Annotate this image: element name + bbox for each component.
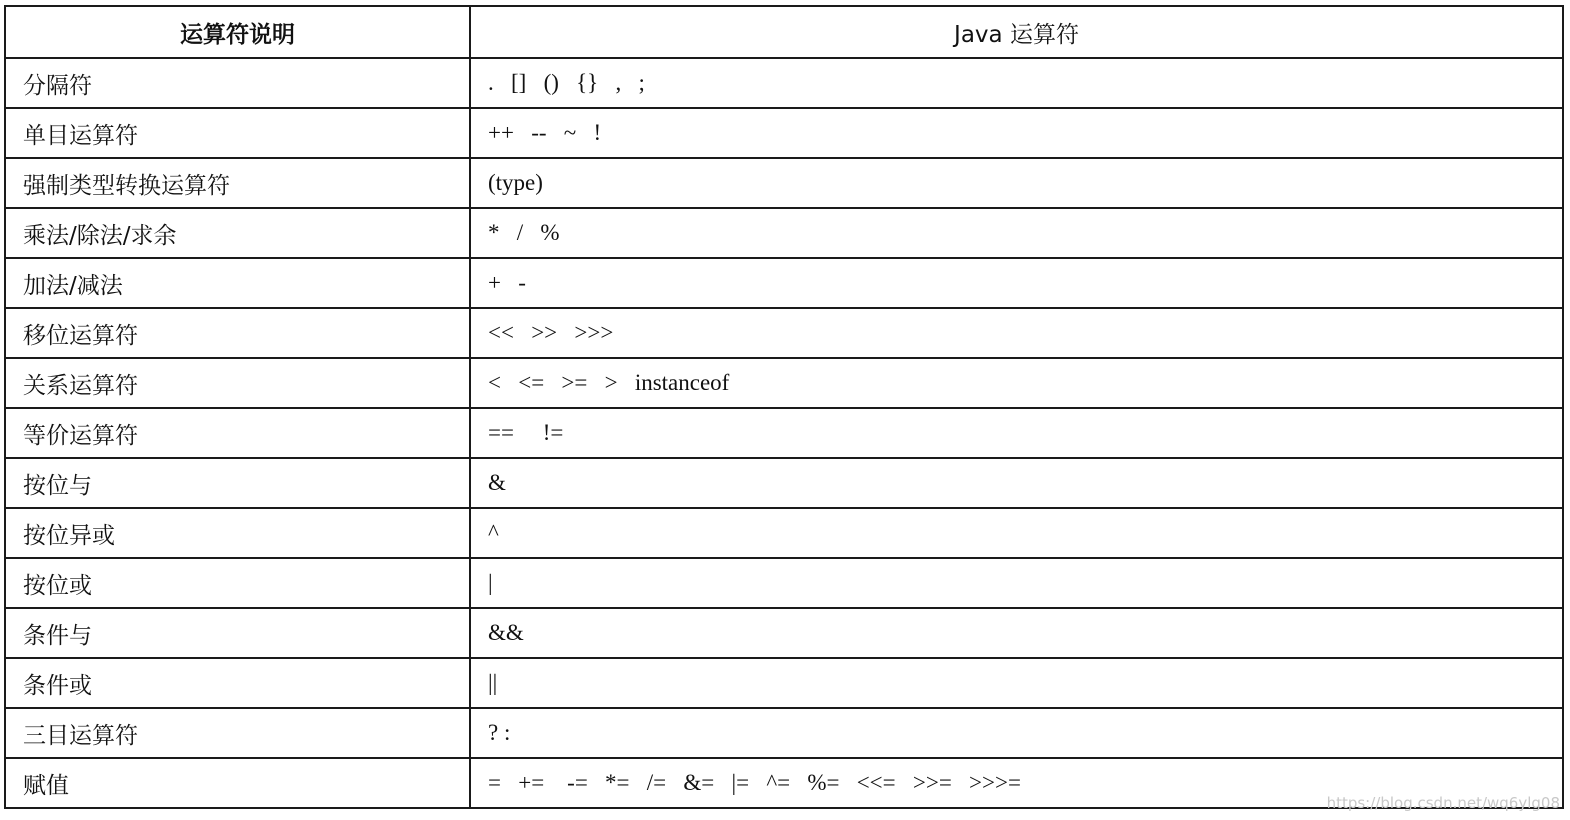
row-description: 加法/减法 <box>5 258 470 308</box>
row-operators: = += -= *= /= &= |= ^= %= <<= >>= >>>= <box>470 758 1563 808</box>
row-description: 移位运算符 <box>5 308 470 358</box>
row-description: 分隔符 <box>5 58 470 108</box>
row-operators: . [] () {} , ; <box>470 58 1563 108</box>
table-row <box>5 108 1563 158</box>
row-operators: && <box>470 608 1563 658</box>
row-operators: (type) <box>470 158 1563 208</box>
table-row <box>5 608 1563 658</box>
row-operators: | <box>470 558 1563 608</box>
row-description: 强制类型转换运算符 <box>5 158 470 208</box>
header-operators: Java 运算符 <box>470 6 1563 58</box>
row-description: 按位或 <box>5 558 470 608</box>
row-operators: ^ <box>470 508 1563 558</box>
table-row <box>5 458 1563 508</box>
row-description: 按位异或 <box>5 508 470 558</box>
row-operators: << >> >>> <box>470 308 1563 358</box>
row-operators: < <= >= > instanceof <box>470 358 1563 408</box>
row-operators: || <box>470 658 1563 708</box>
table-row <box>5 508 1563 558</box>
row-description: 单目运算符 <box>5 108 470 158</box>
row-description: 等价运算符 <box>5 408 470 458</box>
table-row <box>5 658 1563 708</box>
table-row <box>5 58 1563 108</box>
table-row <box>5 208 1563 258</box>
row-operators: ? : <box>470 708 1563 758</box>
java-operator-table <box>4 5 1564 809</box>
row-operators: & <box>470 458 1563 508</box>
row-operators: ++ -- ~ ! <box>470 108 1563 158</box>
row-description: 关系运算符 <box>5 358 470 408</box>
row-description: 乘法/除法/求余 <box>5 208 470 258</box>
table-row <box>5 358 1563 408</box>
row-description: 条件或 <box>5 658 470 708</box>
table-row <box>5 408 1563 458</box>
row-description: 按位与 <box>5 458 470 508</box>
table-row <box>5 558 1563 608</box>
row-description: 条件与 <box>5 608 470 658</box>
table-row <box>5 708 1563 758</box>
row-description: 赋值 <box>5 758 470 808</box>
watermark-text: https://blog.csdn.net/wq6ylg08 <box>1326 794 1560 812</box>
table-header-row <box>5 6 1563 58</box>
row-operators: + - <box>470 258 1563 308</box>
table-row <box>5 308 1563 358</box>
row-operators: * / % <box>470 208 1563 258</box>
row-description: 三目运算符 <box>5 708 470 758</box>
table-row <box>5 258 1563 308</box>
table-row <box>5 158 1563 208</box>
operator-table-container <box>4 5 1562 813</box>
row-operators: == != <box>470 408 1563 458</box>
header-description: 运算符说明 <box>5 6 470 58</box>
